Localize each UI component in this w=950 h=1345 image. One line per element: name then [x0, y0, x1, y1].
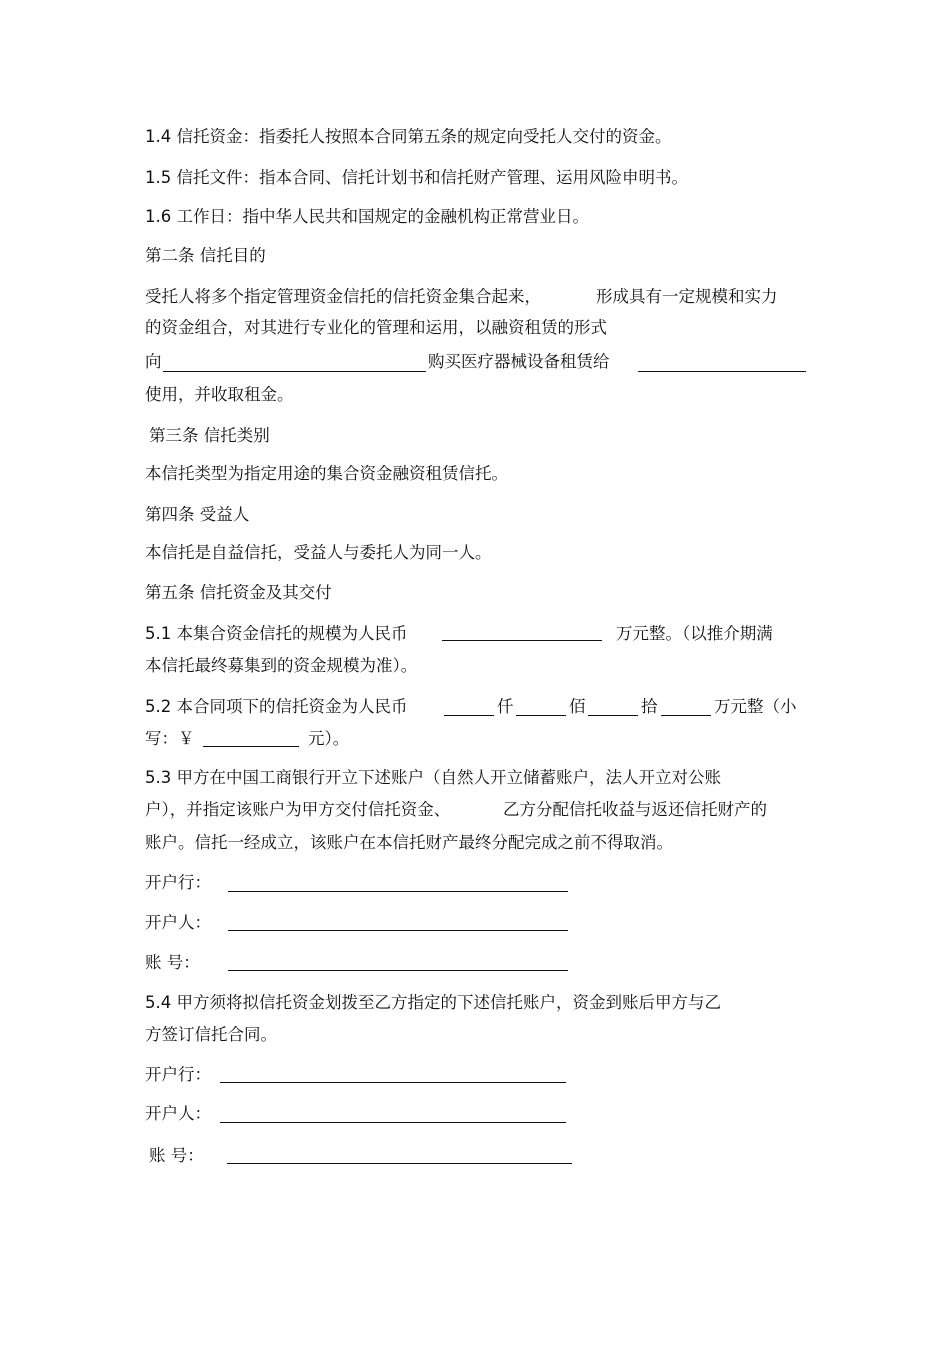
blank-scale-amount [442, 640, 602, 641]
account2-number-label: 账 号： [149, 1146, 204, 1165]
clause-5-1-line2: 本信托最终募集到的资金规模为准）。 [145, 656, 418, 675]
account2-bank-label: 开户行： [145, 1065, 211, 1084]
account2-number-blank [227, 1163, 572, 1164]
blank-wan [661, 715, 711, 716]
clause-5-2-line2b: 元）。 [308, 729, 350, 748]
unit-qian: 仟 [497, 697, 514, 716]
clause-5-1-line1a: 5.1 本集合资金信托的规模为人民币 [145, 624, 408, 643]
clause-5-3-line1: 5.3 甲方在中国工商银行开立下述账户（自然人开立储蓄账户，法人开立对公账 [145, 768, 721, 787]
clause-5-4-line2: 方签订信托合同。 [145, 1025, 277, 1044]
account1-holder-label: 开户人： [145, 913, 211, 932]
account2-holder-blank [220, 1122, 566, 1123]
clause-1-4: 1.4 信托资金：指委托人按照本合同第五条的规定向受托人交付的资金。 [145, 127, 672, 146]
clause-5-4-line1: 5.4 甲方须将拟信托资金划拨至乙方指定的下述信托账户，资金到账后甲方与乙 [145, 993, 721, 1012]
clause-5-2-line1a: 5.2 本合同项下的信托资金为人民币 [145, 697, 408, 716]
article-2-text-line4: 使用，并收取租金。 [145, 385, 294, 404]
article-2-text-line1b: 形成具有一定规模和实力 [596, 287, 778, 306]
article-4-heading: 第四条 受益人 [145, 505, 250, 524]
article-2-text-line3a: 向 [145, 352, 162, 371]
clause-5-2-line1b: 万元整（小 [714, 697, 797, 716]
unit-shi: 拾 [641, 697, 658, 716]
account1-bank-blank [228, 891, 568, 892]
article-2-text-line2: 的资金组合，对其进行专业化的管理和运用，以融资租赁的形式 [145, 318, 607, 337]
clause-5-2-line2a: 写：￥ [145, 729, 195, 748]
clause-5-1-line1b: 万元整。（以推介期满 [616, 624, 773, 643]
blank-qian [444, 715, 494, 716]
account1-number-blank [228, 970, 568, 971]
article-3-heading: 第三条 信托类别 [149, 426, 270, 445]
article-2-text-line1a: 受托人将多个指定管理资金信托的信托资金集合起来， [145, 287, 541, 306]
article-5-heading: 第五条 信托资金及其交付 [145, 583, 332, 602]
article-2-text-line3b: 购买医疗器械设备租赁给 [428, 352, 610, 371]
blank-lessee [638, 371, 806, 372]
clause-5-3-line3: 账户。信托一经成立，该账户在本信托财产最终分配完成之前不得取消。 [145, 833, 673, 852]
clause-5-3-line2a: 户），并指定该账户为甲方交付信托资金、 [145, 800, 451, 819]
unit-bai: 佰 [569, 697, 586, 716]
article-2-heading: 第二条 信托目的 [145, 246, 266, 265]
clause-1-6: 1.6 工作日：指中华人民共和国规定的金融机构正常营业日。 [145, 207, 589, 226]
article-3-text: 本信托类型为指定用途的集合资金融资租赁信托。 [145, 464, 508, 483]
blank-bai [516, 715, 566, 716]
blank-shi [588, 715, 638, 716]
article-4-text: 本信托是自益信托，受益人与委托人为同一人。 [145, 543, 492, 562]
blank-amount-figures [203, 746, 299, 747]
account2-bank-blank [220, 1082, 566, 1083]
account1-number-label: 账 号： [145, 953, 200, 972]
clause-1-5: 1.5 信托文件：指本合同、信托计划书和信托财产管理、运用风险申明书。 [145, 168, 688, 187]
account1-bank-label: 开户行： [145, 873, 211, 892]
account1-holder-blank [228, 930, 568, 931]
account2-holder-label: 开户人： [145, 1104, 211, 1123]
blank-lessor [163, 371, 426, 372]
clause-5-3-line2b: 乙方分配信托收益与返还信托财产的 [503, 800, 767, 819]
